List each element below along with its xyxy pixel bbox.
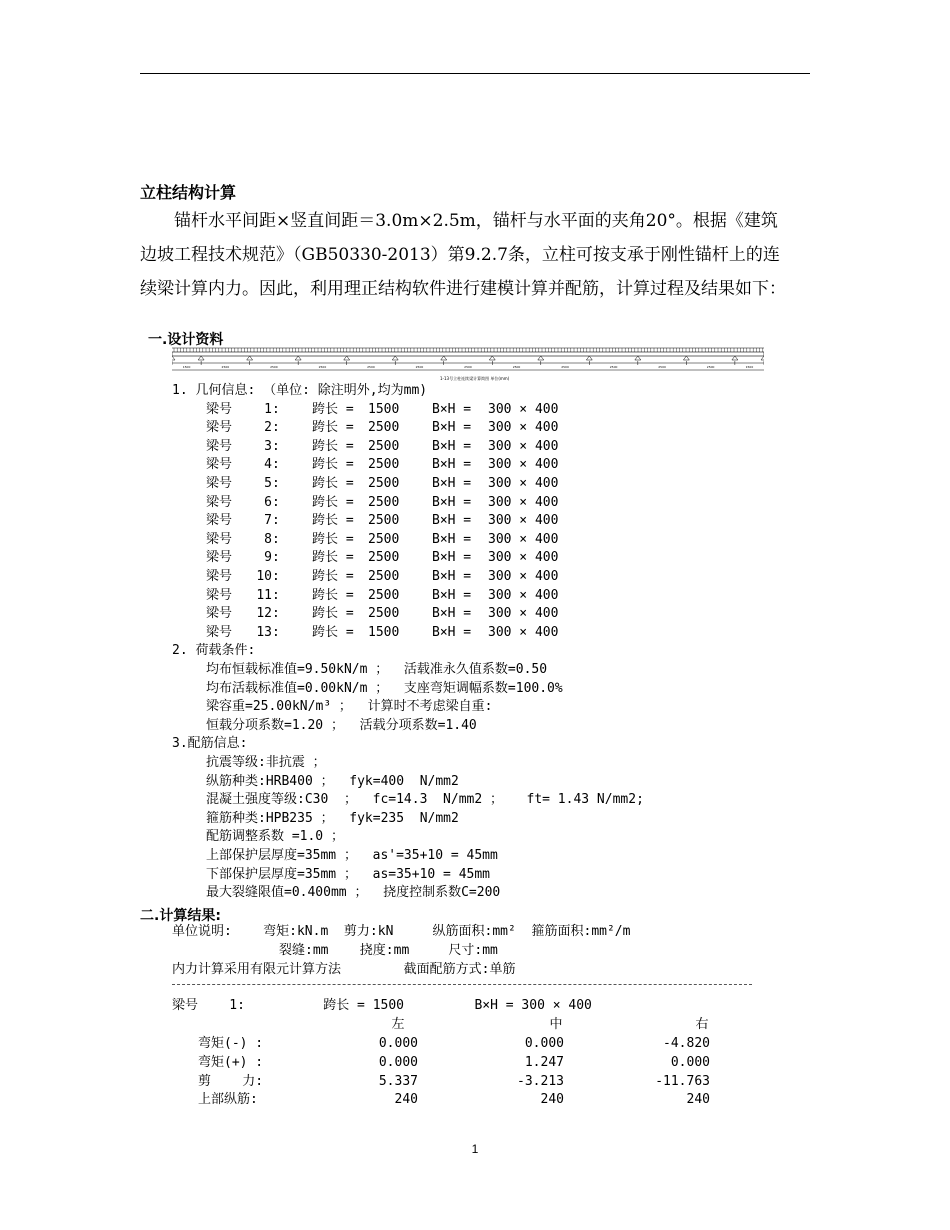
beam-diagram — [172, 346, 764, 380]
bh-label: B×H = — [432, 624, 472, 640]
load-line: 梁容重=25.00kN/m³ ； 计算时不考虑梁自重: — [206, 699, 493, 715]
span-label: 跨长 = — [312, 606, 354, 622]
span-value: 1500 — [368, 624, 400, 640]
result-right: 240 — [686, 1092, 710, 1108]
span-label: 跨长 = — [312, 494, 354, 510]
result-mid: -3.213 — [517, 1073, 564, 1089]
support-mark — [392, 356, 398, 360]
bh-label: B×H = — [432, 420, 472, 436]
bh-label: B×H = — [432, 438, 472, 454]
span-dimension-label: 2500 — [318, 365, 327, 369]
beam-diagram-caption: 1-13号立柱连续梁计算简图 单位(mm) — [440, 376, 510, 381]
bh-label: B×H = — [432, 569, 472, 584]
beam-1-line: 梁号 1: 跨长 = 1500 B×H = 300 × 400 — [172, 998, 592, 1013]
beam-colon: : — [272, 457, 280, 473]
span-label: 跨长 = — [312, 476, 354, 491]
span-dimension-label: 2500 — [561, 365, 569, 369]
col-header-left: 左 — [391, 1017, 405, 1032]
beam-label: 梁号 — [206, 420, 233, 436]
col-header-right: 右 — [695, 1017, 709, 1032]
rebar-line: 抗震等级:非抗震 ； — [206, 755, 326, 770]
result-left: 0.000 — [378, 1054, 418, 1070]
beam-colon: : — [272, 606, 280, 622]
span-dimension-label: 2500 — [609, 365, 618, 369]
bh-value: 300 × 400 — [488, 531, 559, 547]
beam-number: 4 — [264, 457, 272, 473]
span-dimension-label: 2500 — [658, 365, 666, 369]
beam-label: 梁号 — [206, 624, 233, 640]
beam-number: 10 — [256, 569, 272, 584]
result-left: 5.337 — [378, 1073, 418, 1089]
beam-colon: : — [272, 569, 280, 584]
span-label: 跨长 = — [312, 513, 354, 529]
unit-line-2: 裂缝:mm 挠度:mm 尺寸:mm — [279, 943, 498, 958]
support-mark — [761, 356, 764, 360]
span-label: 跨长 = — [312, 587, 354, 603]
section-2-heading: 二.计算结果: — [140, 908, 221, 924]
span-value: 2500 — [368, 569, 400, 584]
beam-label: 梁号 — [206, 457, 233, 473]
bh-label: B×H = — [432, 513, 472, 529]
result-left: 240 — [394, 1092, 418, 1108]
beam-colon: : — [272, 494, 280, 510]
span-value: 2500 — [368, 494, 400, 510]
support-mark — [198, 356, 204, 360]
support-mark — [683, 356, 689, 360]
bh-value: 300 × 400 — [488, 624, 559, 640]
bh-value: 300 × 400 — [488, 569, 559, 584]
bh-label: B×H = — [432, 531, 472, 547]
span-value: 2500 — [368, 550, 400, 566]
support-mark — [635, 356, 641, 360]
bh-value: 300 × 400 — [488, 401, 559, 417]
support-mark — [586, 356, 592, 360]
beam-body — [172, 352, 764, 356]
beam-label: 梁号 — [206, 606, 233, 622]
beam-number: 5 — [264, 476, 272, 491]
span-dimension-label: 2500 — [367, 365, 375, 369]
span-label: 跨长 = — [312, 531, 354, 547]
load-line: 均布活载标准值=0.00kN/m ； 支座弯矩调幅系数=100.0% — [206, 680, 563, 696]
bh-value: 300 × 400 — [488, 606, 559, 622]
result-right: -11.763 — [655, 1073, 710, 1089]
intro-line-3: 续梁计算内力。因此，利用理正结构软件进行建模计算并配筋，计算过程及结果如下： — [140, 279, 786, 299]
span-dimension-label: 2500 — [464, 365, 472, 369]
span-dimension-label: 2500 — [221, 365, 230, 369]
beam-number: 1 — [264, 401, 272, 417]
span-value: 2500 — [368, 420, 400, 436]
beam-colon: : — [272, 587, 280, 603]
load-line: 均布恒载标准值=9.50kN/m ； 活载准永久值系数=0.50 — [206, 662, 548, 677]
bh-value: 300 × 400 — [488, 550, 559, 566]
bh-value: 300 × 400 — [488, 587, 559, 603]
beam-label: 梁号 — [206, 550, 233, 566]
result-label: 弯矩(-) : — [198, 1036, 264, 1051]
rebar-line: 上部保护层厚度=35mm ； as'=35+10 = 45mm — [206, 848, 498, 863]
span-dimension-label: 2500 — [512, 365, 521, 369]
result-right: -4.820 — [663, 1036, 710, 1051]
beam-number: 9 — [264, 550, 272, 566]
beam-number: 2 — [264, 420, 272, 436]
col-header-mid: 中 — [549, 1017, 563, 1032]
support-mark — [172, 356, 175, 360]
beam-label: 梁号 — [206, 494, 233, 510]
section-1-heading: 一.设计资料 — [148, 332, 224, 348]
load-line: 恒载分项系数=1.20 ； 活载分项系数=1.40 — [206, 717, 477, 733]
span-dimension-label: 1500 — [182, 365, 191, 369]
page-number: 1 — [471, 1142, 479, 1156]
span-value: 2500 — [368, 457, 400, 473]
rebar-line: 混凝土强度等级:C30 ； fc=14.3 N/mm2 ； ft= 1.43 N/mm2; — [206, 792, 644, 808]
span-label: 跨长 = — [312, 420, 354, 436]
beam-number: 7 — [264, 513, 272, 529]
beam-number: 11 — [256, 587, 272, 603]
support-mark — [344, 356, 350, 360]
beam-colon: : — [272, 531, 280, 547]
span-value: 2500 — [368, 513, 400, 529]
support-mark — [295, 356, 301, 360]
bh-value: 300 × 400 — [488, 457, 559, 473]
beam-label: 梁号 — [206, 587, 233, 603]
span-dimension-label: 1500 — [745, 365, 754, 369]
span-label: 跨长 = — [312, 401, 354, 417]
beam-number: 6 — [264, 494, 272, 510]
beam-colon: : — [272, 513, 280, 529]
bh-value: 300 × 400 — [488, 420, 559, 436]
span-label: 跨长 = — [312, 550, 354, 566]
result-label: 弯矩(+) : — [198, 1054, 264, 1070]
span-value: 2500 — [368, 438, 400, 454]
beam-label: 梁号 — [206, 569, 233, 584]
result-right: 0.000 — [670, 1054, 710, 1070]
rebar-line: 配筋调整系数 =1.0 ； — [206, 829, 344, 845]
geometry-header: 1. 几何信息: （单位: 除注明外,均为mm) — [172, 383, 428, 398]
result-mid: 240 — [540, 1092, 564, 1108]
result-label: 剪 力: — [198, 1073, 264, 1089]
beam-label: 梁号 — [206, 438, 233, 454]
bh-label: B×H = — [432, 606, 472, 622]
span-dimension-label: 2500 — [415, 365, 424, 369]
support-mark — [441, 356, 447, 360]
bh-value: 300 × 400 — [488, 494, 559, 510]
intro-line-2: 边坡工程技术规范》（GB50330-2013）第9.2.7条，立柱可按支承于刚性锚杆上的连 — [140, 245, 780, 265]
unit-line-1: 单位说明: 弯矩:kN.m 剪力:kN 纵筋面积:mm² 箍筋面积:mm²/m — [172, 924, 631, 939]
span-dimension-label: 2500 — [270, 365, 278, 369]
beam-label: 梁号 — [206, 401, 233, 417]
span-label: 跨长 = — [312, 457, 354, 473]
rebar-line: 纵筋种类:HRB400 ； fyk=400 N/mm2 — [206, 773, 459, 789]
bh-label: B×H = — [432, 550, 472, 566]
beam-number: 8 — [264, 531, 272, 547]
beam-label: 梁号 — [206, 476, 233, 491]
bh-label: B×H = — [432, 476, 472, 491]
intro-line-1: 锚杆水平间距×竖直间距＝3.0m×2.5m，锚杆与水平面的夹角20°。根据《建筑 — [174, 211, 778, 231]
span-value: 1500 — [368, 401, 400, 417]
support-mark — [732, 356, 738, 360]
beam-label: 梁号 — [206, 513, 233, 529]
bh-label: B×H = — [432, 494, 472, 510]
beam-number: 12 — [256, 606, 272, 622]
beam-colon: : — [272, 420, 280, 436]
rebar-line: 箍筋种类:HPB235 ； fyk=235 N/mm2 — [206, 810, 459, 826]
result-mid: 1.247 — [524, 1054, 564, 1070]
beam-colon: : — [272, 401, 280, 417]
span-value: 2500 — [368, 476, 400, 491]
support-mark — [247, 356, 253, 360]
span-value: 2500 — [368, 587, 400, 603]
span-label: 跨长 = — [312, 438, 354, 454]
result-left: 0.000 — [378, 1036, 418, 1051]
span-dimension-label: 2500 — [706, 365, 715, 369]
beam-label: 梁号 — [206, 531, 233, 547]
bh-value: 300 × 400 — [488, 476, 559, 491]
page-title: 立柱结构计算 — [140, 183, 237, 202]
support-mark — [538, 356, 544, 360]
span-label: 跨长 = — [312, 569, 354, 584]
bh-label: B×H = — [432, 401, 472, 417]
rebar-line: 下部保护层厚度=35mm ； as=35+10 = 45mm — [206, 866, 491, 882]
dashed-separator — [172, 984, 752, 985]
beam-colon: : — [272, 438, 280, 454]
result-mid: 0.000 — [524, 1036, 564, 1051]
load-header: 2. 荷载条件: — [172, 643, 256, 659]
span-value: 2500 — [368, 606, 400, 622]
bh-label: B×H = — [432, 457, 472, 473]
bh-label: B×H = — [432, 587, 472, 603]
bh-value: 300 × 400 — [488, 438, 559, 454]
span-label: 跨长 = — [312, 624, 354, 640]
rebar-header: 3.配筋信息: — [172, 736, 248, 752]
header-rule — [140, 73, 810, 74]
result-label: 上部纵筋: — [198, 1092, 258, 1108]
beam-colon: : — [272, 550, 280, 566]
span-value: 2500 — [368, 531, 400, 547]
beam-colon: : — [272, 624, 280, 640]
method-line: 内力计算采用有限元计算方法 截面配筋方式:单筋 — [172, 962, 516, 977]
beam-number: 13 — [256, 624, 272, 640]
beam-number: 3 — [264, 438, 272, 454]
rebar-line: 最大裂缝限值=0.400mm ； 挠度控制系数C=200 — [206, 885, 501, 901]
bh-value: 300 × 400 — [488, 513, 559, 529]
beam-colon: : — [272, 476, 280, 491]
support-mark — [489, 356, 495, 360]
